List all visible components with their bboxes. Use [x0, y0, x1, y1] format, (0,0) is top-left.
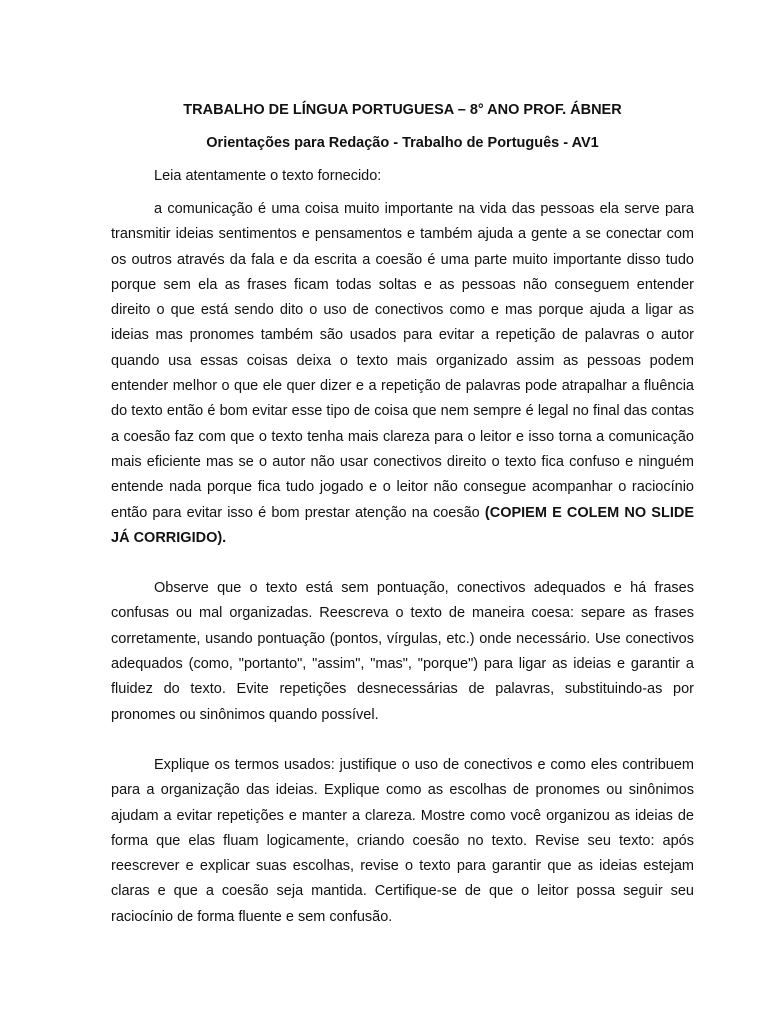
document-body: [111, 98, 694, 930]
paragraph-rewrite-instructions: Observe que o texto está sem pontuação, conectivos adequados e há frases confusas ou mal organizadas. Reescreva o texto de maneira coesa: separe as frases corretamente, usando pontuação (pontos, vírgulas, etc.) onde necessário. Use conectivos adequados (como, "portanto", "assim", "mas", "porque") para ligar as ideias e garantir a fluidez do texto. Evite repetições desnecessárias de palavras, substituindo-as por pronomes ou sinônimos quando possível.: [111, 580, 694, 723]
copy-instruction-bold: (COPIEM E COLEM NO SLIDE JÁ CORRIGIDO).: [111, 504, 694, 546]
paragraph-explain-instructions: Explique os termos usados: justifique o uso de conectivos e como eles contribuem para a organização das ideias. Explique como as escolhas de pronomes ou sinônimos ajudam a evitar repetições e manter a clareza. Mostre como você organizou as ideias de forma que elas fluam logicamente, criando coesão no texto. Revise seu texto: após reescrever e explicar suas escolhas, revise o texto para garantir que as ideias estejam claras e que a coesão seja mantida. Certifique-se de que o leitor possa seguir seu raciocínio de forma fluente e sem confusão.: [111, 756, 694, 925]
paragraph-source-text: [111, 197, 694, 551]
intro-text: Leia atentamente o texto fornecido:: [154, 168, 382, 184]
document-title: TRABALHO DE LÍNGUA PORTUGUESA – 8° ANO PROF. ÁBNER: [183, 102, 622, 118]
source-text-body: a comunicação é uma coisa muito importante na vida das pessoas ela serve para transmitir ideias sentimentos e pensamentos e também ajuda a gente a se conectar com os outros através da fala e da escrita a coesão é uma parte muito importante disso tudo porque sem ela as frases ficam todas soltas e as pessoas não conseguem entender direito o que está sendo dito o uso de conectivos como e mas porque ajuda a ligar as ideias mas pronomes também são usados para evitar a repetição de palavras o autor quando usa essas coisas deixa o texto mais organizado assim as pessoas podem entender melhor o que ele quer dizer e a repetição de palavras pode atrapalhar a fluência do texto então é bom evitar esse tipo de coisa que nem sempre é legal no final das contas a coesão faz com que o texto tenha mais clareza para o leitor e isso torna a comunicação mais eficiente mas se o autor não usar conectivos direito o texto fica confuso e ninguém entende nada porque fica tudo jogado e o leitor não consegue acompanhar o raciocínio então para evitar isso é bom prestar atenção na coesão: [111, 201, 694, 521]
document-subtitle: Orientações para Redação - Trabalho de Português - AV1: [206, 135, 599, 151]
